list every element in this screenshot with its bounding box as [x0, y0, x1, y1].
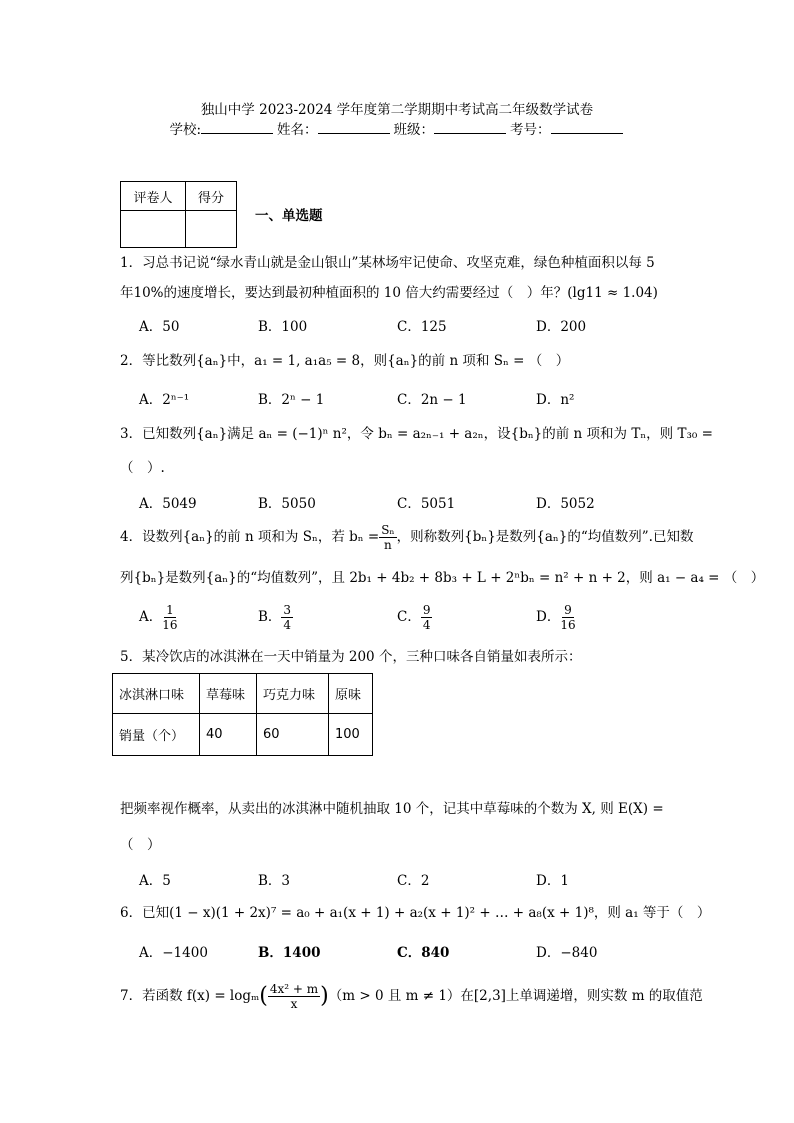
exam-number-blank[interactable] [551, 121, 623, 134]
q4-fraction [379, 523, 396, 552]
q4-option-d-frac [560, 603, 575, 632]
q4-option-b [258, 603, 293, 632]
q4-option-b-den: 4 [283, 618, 292, 632]
q4-option-a [139, 603, 178, 632]
q4-option-c [397, 603, 432, 632]
exam-number-label: 考号： [510, 122, 551, 138]
q4-option-c-label: C． [397, 609, 421, 625]
q3-option-b: B．5050 [258, 496, 316, 512]
q7-frac-num: 4x² + m [269, 982, 319, 996]
q7-line1-end: （m > 0 且 m ≠ 1）在[2,3]上单调递增，则实数 m 的取值范 [328, 988, 703, 1004]
q4-line1-end: ，则称数列{bₙ}是数列{aₙ}的“均值数列”.已知数 [396, 529, 694, 545]
q2-option-a: A．2ⁿ⁻¹ [139, 392, 190, 408]
q3-option-a: A．5049 [139, 496, 197, 512]
q4-option-b-num: 3 [283, 603, 292, 617]
ice-cream-sales-table [112, 673, 373, 756]
score-header: 得分 [186, 182, 237, 211]
q3-option-c: C．5051 [397, 496, 456, 512]
q5-line3: （ ） [120, 837, 161, 853]
q1-option-b: B．100 [258, 319, 308, 335]
q3-line2: （ ）. [120, 460, 165, 476]
q6-line1: 6．已知(1 − x)(1 + 2x)⁷ = a₀ + a₁(x + 1) + a₂(x + 1)² + … + a₈(x + 1)⁸，则 a₁ 等于（ ） [120, 905, 711, 921]
q4-option-a-num: 1 [166, 603, 174, 617]
table-header-flavor: 冰淇淋口味 [113, 674, 200, 714]
table-header-strawberry: 草莓味 [200, 674, 257, 714]
q4-frac-num: Sₙ [381, 523, 395, 537]
q6-option-a: A．−1400 [139, 945, 208, 961]
q6-option-c: C．840 [397, 945, 450, 961]
q4-option-d-den: 16 [560, 618, 576, 632]
q2-option-d: D．n² [536, 392, 575, 408]
q5-option-a: A．5 [139, 873, 171, 889]
q7-line1-start: 7．若函数 f(x) = logₘ [120, 988, 260, 1004]
q4-option-a-frac [162, 603, 177, 632]
q4-option-c-num: 9 [422, 603, 431, 617]
q1-option-d: D．200 [536, 319, 587, 335]
table-cell-strawberry: 40 [200, 714, 257, 756]
q4-option-c-frac [421, 603, 433, 632]
q4-line1 [120, 520, 693, 554]
table-cell-sales-label: 销量（个） [113, 714, 200, 756]
q1-line1: 1．习总书记说“绿水青山就是金山银山”某林场牢记使命、攻坚克难，绿色种植面积以每 5 [120, 255, 655, 271]
q7-line1 [120, 978, 703, 1015]
q4-option-b-frac [281, 603, 293, 632]
q1-line2: 年10%的速度增长，要达到最初种植面积的 10 倍大约需要经过（ ）年？(lg11 ≈ 1.04) [120, 285, 658, 301]
name-label: 姓名： [277, 122, 318, 138]
q5-line1: 5．某冷饮店的冰淇淋在一天中销量为 200 个，三种口味各自销量如表所示： [120, 649, 582, 665]
q4-option-a-label: A． [139, 609, 163, 625]
class-label: 班级： [393, 122, 435, 138]
name-blank[interactable] [318, 121, 390, 134]
school-blank[interactable] [201, 121, 273, 134]
q5-line2: 把频率视作概率，从卖出的冰淇淋中随机抽取 10 个，记其中草莓味的个数为 X, 则 E(X) = [120, 801, 664, 817]
grader-header: 评卷人 [121, 182, 186, 211]
q7-fraction [268, 982, 320, 1011]
class-blank[interactable] [434, 121, 506, 134]
q4-option-d-label: D． [536, 609, 561, 625]
q4-option-d [536, 603, 576, 632]
q3-line1: 3．已知数列{aₙ}满足 aₙ = (−1)ⁿ n²，令 bₙ = a₂ₙ₋₁ + a₂ₙ，设{bₙ}的前 n 项和为 Tₙ，则 T₃₀ = [120, 426, 713, 442]
exam-title: 独山中学 2023-2024 学年度第二学期期中考试高二年级数学试卷 [200, 102, 594, 118]
q4-frac-den: n [384, 538, 392, 552]
q7-frac-den: x [290, 997, 298, 1011]
q6-option-b: B．1400 [258, 945, 321, 961]
student-info-line [0, 118, 794, 138]
score-cell [186, 211, 237, 248]
q5-option-d: D．1 [536, 873, 569, 889]
score-table [120, 181, 237, 248]
q6-option-d: D．−840 [536, 945, 598, 961]
q5-option-b: B．3 [258, 873, 291, 889]
q7-paren-close: ) [320, 983, 329, 1009]
school-label: 学校: [169, 122, 202, 138]
q4-option-b-label: B． [258, 609, 282, 625]
table-cell-chocolate: 60 [257, 714, 329, 756]
table-cell-original: 100 [329, 714, 373, 756]
q5-option-c: C．2 [397, 873, 430, 889]
section-title: 一、单选题 [255, 208, 323, 224]
q1-option-c: C．125 [397, 319, 447, 335]
q3-option-d: D．5052 [536, 496, 595, 512]
q4-option-c-den: 4 [422, 618, 431, 632]
table-header-original: 原味 [329, 674, 373, 714]
q2-option-b: B．2ⁿ − 1 [258, 392, 325, 408]
table-header-chocolate: 巧克力味 [257, 674, 329, 714]
q4-option-d-num: 9 [564, 603, 572, 617]
q4-line1-start: 4．设数列{aₙ}的前 n 项和为 Sₙ，若 bₙ = [120, 529, 380, 545]
q7-paren-open: ( [259, 983, 268, 1009]
q4-line2: 列{bₙ}是数列{aₙ}的“均值数列”，且 2b₁ + 4b₂ + 8b₃ + L + 2ⁿbₙ = n² + n + 2，则 a₁ − a₄ = （ ） [120, 570, 765, 586]
grader-cell [121, 211, 186, 248]
q2-line1: 2．等比数列{aₙ}中，a₁ = 1, a₁a₅ = 8，则{aₙ}的前 n 项和 Sₙ = （ ） [120, 353, 570, 369]
q2-option-c: C．2n − 1 [397, 392, 467, 408]
q4-option-a-den: 16 [162, 618, 178, 632]
q1-option-a: A．50 [139, 319, 180, 335]
